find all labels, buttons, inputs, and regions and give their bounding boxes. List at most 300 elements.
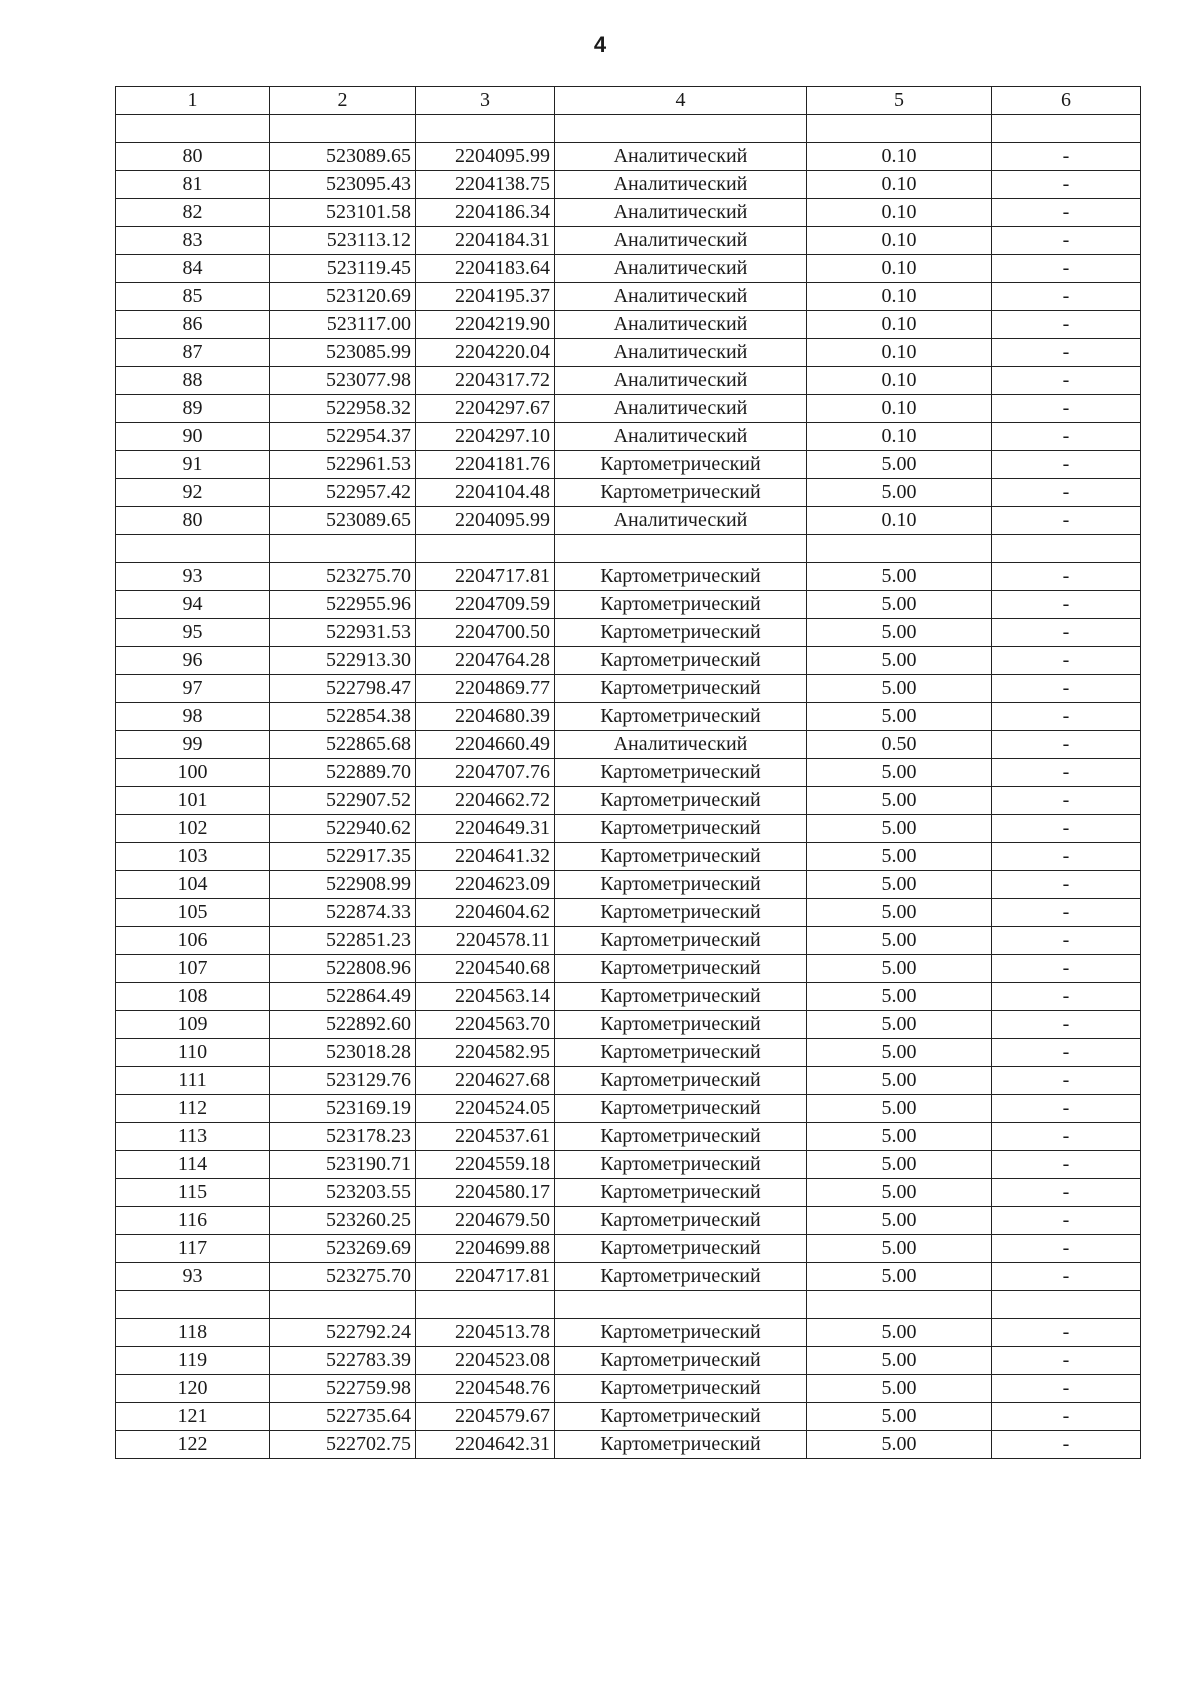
method-cell: Картометрический	[555, 815, 807, 843]
method-cell: Картометрический	[555, 591, 807, 619]
x-coordinate-cell	[270, 1291, 416, 1319]
table-row	[116, 1431, 1141, 1459]
y-coordinate-cell: 2204524.05	[416, 1095, 555, 1123]
method-cell: Картометрический	[555, 1067, 807, 1095]
point-number-cell: 98	[116, 703, 270, 731]
accuracy-cell: 5.00	[807, 647, 992, 675]
note-cell: -	[992, 507, 1141, 535]
table-row	[116, 955, 1141, 983]
y-coordinate-cell	[416, 1291, 555, 1319]
note-cell: -	[992, 1431, 1141, 1459]
accuracy-cell: 0.10	[807, 507, 992, 535]
point-number-cell: 99	[116, 731, 270, 759]
note-cell: -	[992, 1235, 1141, 1263]
table-row	[116, 1375, 1141, 1403]
method-cell: Картометрический	[555, 1151, 807, 1179]
x-coordinate-cell: 523275.70	[270, 1263, 416, 1291]
note-cell: -	[992, 731, 1141, 759]
y-coordinate-cell: 2204104.48	[416, 479, 555, 507]
column-header: 5	[807, 87, 992, 115]
note-cell: -	[992, 1207, 1141, 1235]
note-cell: -	[992, 843, 1141, 871]
y-coordinate-cell: 2204563.14	[416, 983, 555, 1011]
table-body	[116, 115, 1141, 1459]
x-coordinate-cell: 522808.96	[270, 955, 416, 983]
accuracy-cell: 0.10	[807, 283, 992, 311]
accuracy-cell: 0.10	[807, 171, 992, 199]
accuracy-cell: 5.00	[807, 899, 992, 927]
table-row	[116, 1095, 1141, 1123]
point-number-cell: 105	[116, 899, 270, 927]
point-number-cell: 93	[116, 1263, 270, 1291]
y-coordinate-cell: 2204095.99	[416, 507, 555, 535]
point-number-cell: 115	[116, 1179, 270, 1207]
x-coordinate-cell: 523260.25	[270, 1207, 416, 1235]
x-coordinate-cell: 523178.23	[270, 1123, 416, 1151]
method-cell: Аналитический	[555, 339, 807, 367]
point-number-cell: 91	[116, 451, 270, 479]
y-coordinate-cell: 2204717.81	[416, 1263, 555, 1291]
method-cell: Картометрический	[555, 563, 807, 591]
note-cell: -	[992, 1319, 1141, 1347]
accuracy-cell: 5.00	[807, 787, 992, 815]
method-cell: Картометрический	[555, 759, 807, 787]
accuracy-cell	[807, 535, 992, 563]
y-coordinate-cell: 2204559.18	[416, 1151, 555, 1179]
accuracy-cell: 0.10	[807, 395, 992, 423]
accuracy-cell	[807, 1291, 992, 1319]
y-coordinate-cell: 2204537.61	[416, 1123, 555, 1151]
note-cell: -	[992, 199, 1141, 227]
table-row	[116, 1011, 1141, 1039]
y-coordinate-cell: 2204297.67	[416, 395, 555, 423]
y-coordinate-cell: 2204869.77	[416, 675, 555, 703]
page-number: 4	[593, 32, 607, 57]
note-cell: -	[992, 367, 1141, 395]
method-cell: Аналитический	[555, 255, 807, 283]
x-coordinate-cell: 523275.70	[270, 563, 416, 591]
table-row	[116, 423, 1141, 451]
x-coordinate-cell	[270, 535, 416, 563]
y-coordinate-cell: 2204578.11	[416, 927, 555, 955]
accuracy-cell: 5.00	[807, 871, 992, 899]
y-coordinate-cell: 2204764.28	[416, 647, 555, 675]
note-cell: -	[992, 1179, 1141, 1207]
table-row	[116, 563, 1141, 591]
y-coordinate-cell: 2204095.99	[416, 143, 555, 171]
table-row	[116, 1039, 1141, 1067]
accuracy-cell: 0.10	[807, 367, 992, 395]
note-cell: -	[992, 1039, 1141, 1067]
method-cell	[555, 1291, 807, 1319]
table-row	[116, 1151, 1141, 1179]
y-coordinate-cell	[416, 115, 555, 143]
table-row	[116, 703, 1141, 731]
note-cell: -	[992, 899, 1141, 927]
note-cell: -	[992, 227, 1141, 255]
table-row	[116, 1291, 1141, 1319]
point-number-cell: 110	[116, 1039, 270, 1067]
accuracy-cell: 0.10	[807, 255, 992, 283]
y-coordinate-cell: 2204297.10	[416, 423, 555, 451]
point-number-cell: 88	[116, 367, 270, 395]
y-coordinate-cell: 2204317.72	[416, 367, 555, 395]
y-coordinate-cell: 2204680.39	[416, 703, 555, 731]
table-row	[116, 983, 1141, 1011]
accuracy-cell: 5.00	[807, 563, 992, 591]
accuracy-cell: 5.00	[807, 1151, 992, 1179]
method-cell: Картометрический	[555, 1319, 807, 1347]
column-header: 1	[116, 87, 270, 115]
note-cell: -	[992, 339, 1141, 367]
table-row	[116, 759, 1141, 787]
y-coordinate-cell: 2204649.31	[416, 815, 555, 843]
point-number-cell: 84	[116, 255, 270, 283]
accuracy-cell: 0.50	[807, 731, 992, 759]
accuracy-cell: 5.00	[807, 451, 992, 479]
y-coordinate-cell: 2204700.50	[416, 619, 555, 647]
method-cell: Картометрический	[555, 1179, 807, 1207]
note-cell: -	[992, 591, 1141, 619]
point-number-cell: 113	[116, 1123, 270, 1151]
accuracy-cell: 5.00	[807, 1039, 992, 1067]
method-cell: Картометрический	[555, 675, 807, 703]
point-number-cell: 89	[116, 395, 270, 423]
table-row	[116, 843, 1141, 871]
method-cell: Аналитический	[555, 367, 807, 395]
x-coordinate-cell: 523085.99	[270, 339, 416, 367]
note-cell: -	[992, 255, 1141, 283]
point-number-cell: 93	[116, 563, 270, 591]
accuracy-cell: 5.00	[807, 983, 992, 1011]
y-coordinate-cell: 2204642.31	[416, 1431, 555, 1459]
y-coordinate-cell: 2204579.67	[416, 1403, 555, 1431]
accuracy-cell: 5.00	[807, 927, 992, 955]
x-coordinate-cell: 523119.45	[270, 255, 416, 283]
method-cell: Аналитический	[555, 507, 807, 535]
point-number-cell: 111	[116, 1067, 270, 1095]
y-coordinate-cell: 2204181.76	[416, 451, 555, 479]
table-row	[116, 1179, 1141, 1207]
y-coordinate-cell: 2204184.31	[416, 227, 555, 255]
y-coordinate-cell: 2204138.75	[416, 171, 555, 199]
table-row	[116, 899, 1141, 927]
x-coordinate-cell: 523269.69	[270, 1235, 416, 1263]
accuracy-cell: 5.00	[807, 479, 992, 507]
x-coordinate-cell: 522954.37	[270, 423, 416, 451]
method-cell: Картометрический	[555, 451, 807, 479]
note-cell: -	[992, 143, 1141, 171]
accuracy-cell: 5.00	[807, 1347, 992, 1375]
point-number-cell: 102	[116, 815, 270, 843]
y-coordinate-cell: 2204627.68	[416, 1067, 555, 1095]
point-number-cell: 95	[116, 619, 270, 647]
column-header: 2	[270, 87, 416, 115]
method-cell: Картометрический	[555, 871, 807, 899]
accuracy-cell: 0.10	[807, 311, 992, 339]
x-coordinate-cell: 523095.43	[270, 171, 416, 199]
x-coordinate-cell: 522865.68	[270, 731, 416, 759]
method-cell: Картометрический	[555, 1403, 807, 1431]
y-coordinate-cell: 2204679.50	[416, 1207, 555, 1235]
y-coordinate-cell: 2204219.90	[416, 311, 555, 339]
y-coordinate-cell: 2204563.70	[416, 1011, 555, 1039]
y-coordinate-cell: 2204641.32	[416, 843, 555, 871]
y-coordinate-cell: 2204660.49	[416, 731, 555, 759]
note-cell	[992, 535, 1141, 563]
x-coordinate-cell: 522759.98	[270, 1375, 416, 1403]
x-coordinate-cell: 523077.98	[270, 367, 416, 395]
table-row	[116, 675, 1141, 703]
note-cell: -	[992, 171, 1141, 199]
accuracy-cell: 5.00	[807, 675, 992, 703]
table-row	[116, 451, 1141, 479]
table-row	[116, 507, 1141, 535]
x-coordinate-cell: 523113.12	[270, 227, 416, 255]
point-number-cell: 82	[116, 199, 270, 227]
note-cell: -	[992, 423, 1141, 451]
method-cell: Картометрический	[555, 1039, 807, 1067]
accuracy-cell: 5.00	[807, 1067, 992, 1095]
method-cell: Аналитический	[555, 171, 807, 199]
method-cell: Картометрический	[555, 843, 807, 871]
accuracy-cell: 5.00	[807, 1179, 992, 1207]
method-cell: Картометрический	[555, 899, 807, 927]
accuracy-cell: 5.00	[807, 843, 992, 871]
method-cell: Картометрический	[555, 703, 807, 731]
note-cell: -	[992, 311, 1141, 339]
note-cell: -	[992, 927, 1141, 955]
x-coordinate-cell: 522851.23	[270, 927, 416, 955]
y-coordinate-cell: 2204186.34	[416, 199, 555, 227]
accuracy-cell: 0.10	[807, 199, 992, 227]
table-row	[116, 815, 1141, 843]
x-coordinate-cell: 522864.49	[270, 983, 416, 1011]
method-cell: Картометрический	[555, 1235, 807, 1263]
note-cell: -	[992, 1347, 1141, 1375]
method-cell: Аналитический	[555, 199, 807, 227]
table-row	[116, 1123, 1141, 1151]
point-number-cell: 101	[116, 787, 270, 815]
point-number-cell: 114	[116, 1151, 270, 1179]
x-coordinate-cell: 522961.53	[270, 451, 416, 479]
y-coordinate-cell: 2204699.88	[416, 1235, 555, 1263]
note-cell: -	[992, 647, 1141, 675]
table-row	[116, 647, 1141, 675]
table-row	[116, 591, 1141, 619]
accuracy-cell: 5.00	[807, 703, 992, 731]
table-row	[116, 479, 1141, 507]
accuracy-cell: 5.00	[807, 1123, 992, 1151]
table-row	[116, 1347, 1141, 1375]
note-cell: -	[992, 1123, 1141, 1151]
point-number-cell: 104	[116, 871, 270, 899]
y-coordinate-cell: 2204580.17	[416, 1179, 555, 1207]
point-number-cell: 109	[116, 1011, 270, 1039]
note-cell: -	[992, 815, 1141, 843]
note-cell: -	[992, 395, 1141, 423]
x-coordinate-cell: 522931.53	[270, 619, 416, 647]
table-row	[116, 787, 1141, 815]
y-coordinate-cell: 2204540.68	[416, 955, 555, 983]
y-coordinate-cell: 2204548.76	[416, 1375, 555, 1403]
note-cell: -	[992, 451, 1141, 479]
note-cell: -	[992, 759, 1141, 787]
point-number-cell: 90	[116, 423, 270, 451]
point-number-cell: 94	[116, 591, 270, 619]
note-cell: -	[992, 703, 1141, 731]
column-header: 6	[992, 87, 1141, 115]
x-coordinate-cell: 522735.64	[270, 1403, 416, 1431]
method-cell: Картометрический	[555, 619, 807, 647]
x-coordinate-cell: 522957.42	[270, 479, 416, 507]
table-row	[116, 1235, 1141, 1263]
note-cell: -	[992, 1403, 1141, 1431]
x-coordinate-cell: 522958.32	[270, 395, 416, 423]
y-coordinate-cell: 2204709.59	[416, 591, 555, 619]
point-number-cell: 86	[116, 311, 270, 339]
x-coordinate-cell: 523018.28	[270, 1039, 416, 1067]
x-coordinate-cell: 523169.19	[270, 1095, 416, 1123]
accuracy-cell: 5.00	[807, 1431, 992, 1459]
x-coordinate-cell: 522798.47	[270, 675, 416, 703]
y-coordinate-cell: 2204513.78	[416, 1319, 555, 1347]
x-coordinate-cell: 522854.38	[270, 703, 416, 731]
y-coordinate-cell: 2204662.72	[416, 787, 555, 815]
y-coordinate-cell: 2204604.62	[416, 899, 555, 927]
x-coordinate-cell: 522792.24	[270, 1319, 416, 1347]
method-cell: Картометрический	[555, 1375, 807, 1403]
accuracy-cell: 5.00	[807, 1235, 992, 1263]
accuracy-cell: 5.00	[807, 1095, 992, 1123]
accuracy-cell: 0.10	[807, 143, 992, 171]
note-cell	[992, 115, 1141, 143]
point-number-cell: 120	[116, 1375, 270, 1403]
x-coordinate-cell: 522889.70	[270, 759, 416, 787]
x-coordinate-cell	[270, 115, 416, 143]
method-cell: Аналитический	[555, 423, 807, 451]
method-cell: Картометрический	[555, 1347, 807, 1375]
note-cell: -	[992, 983, 1141, 1011]
accuracy-cell: 5.00	[807, 1011, 992, 1039]
table-row	[116, 535, 1141, 563]
method-cell: Картометрический	[555, 927, 807, 955]
accuracy-cell: 5.00	[807, 1207, 992, 1235]
accuracy-cell: 5.00	[807, 1263, 992, 1291]
point-number-cell: 116	[116, 1207, 270, 1235]
y-coordinate-cell: 2204623.09	[416, 871, 555, 899]
table-row	[116, 871, 1141, 899]
note-cell: -	[992, 1011, 1141, 1039]
y-coordinate-cell: 2204220.04	[416, 339, 555, 367]
accuracy-cell: 0.10	[807, 423, 992, 451]
table-row	[116, 619, 1141, 647]
table-row	[116, 143, 1141, 171]
note-cell: -	[992, 619, 1141, 647]
accuracy-cell: 5.00	[807, 1319, 992, 1347]
table-row	[116, 255, 1141, 283]
point-number-cell: 107	[116, 955, 270, 983]
point-number-cell: 80	[116, 507, 270, 535]
method-cell: Аналитический	[555, 283, 807, 311]
accuracy-cell: 5.00	[807, 1403, 992, 1431]
note-cell: -	[992, 675, 1141, 703]
table-row	[116, 311, 1141, 339]
x-coordinate-cell: 523117.00	[270, 311, 416, 339]
y-coordinate-cell: 2204195.37	[416, 283, 555, 311]
method-cell: Картометрический	[555, 647, 807, 675]
x-coordinate-cell: 523129.76	[270, 1067, 416, 1095]
table-row	[116, 283, 1141, 311]
point-number-cell: 81	[116, 171, 270, 199]
note-cell: -	[992, 563, 1141, 591]
x-coordinate-cell: 523203.55	[270, 1179, 416, 1207]
method-cell: Аналитический	[555, 143, 807, 171]
accuracy-cell: 5.00	[807, 955, 992, 983]
x-coordinate-cell: 522955.96	[270, 591, 416, 619]
table-row	[116, 731, 1141, 759]
method-cell: Аналитический	[555, 731, 807, 759]
point-number-cell: 121	[116, 1403, 270, 1431]
method-cell: Картометрический	[555, 1123, 807, 1151]
method-cell: Картометрический	[555, 1207, 807, 1235]
point-number-cell: 118	[116, 1319, 270, 1347]
x-coordinate-cell: 523101.58	[270, 199, 416, 227]
column-header: 3	[416, 87, 555, 115]
method-cell	[555, 535, 807, 563]
note-cell: -	[992, 479, 1141, 507]
accuracy-cell: 5.00	[807, 591, 992, 619]
point-number-cell: 122	[116, 1431, 270, 1459]
x-coordinate-cell: 522907.52	[270, 787, 416, 815]
x-coordinate-cell: 522913.30	[270, 647, 416, 675]
point-number-cell: 96	[116, 647, 270, 675]
x-coordinate-cell: 522940.62	[270, 815, 416, 843]
method-cell: Картометрический	[555, 955, 807, 983]
x-coordinate-cell: 523089.65	[270, 143, 416, 171]
method-cell: Картометрический	[555, 1263, 807, 1291]
accuracy-cell: 5.00	[807, 759, 992, 787]
point-number-cell: 119	[116, 1347, 270, 1375]
accuracy-cell: 5.00	[807, 815, 992, 843]
point-number-cell: 117	[116, 1235, 270, 1263]
point-number-cell: 106	[116, 927, 270, 955]
table-row	[116, 1263, 1141, 1291]
note-cell: -	[992, 1263, 1141, 1291]
accuracy-cell: 0.10	[807, 227, 992, 255]
table-row	[116, 199, 1141, 227]
table-row	[116, 227, 1141, 255]
point-number-cell: 103	[116, 843, 270, 871]
method-cell: Аналитический	[555, 395, 807, 423]
method-cell: Аналитический	[555, 311, 807, 339]
table-row	[116, 339, 1141, 367]
method-cell: Картометрический	[555, 479, 807, 507]
point-number-cell: 112	[116, 1095, 270, 1123]
x-coordinate-cell: 523190.71	[270, 1151, 416, 1179]
x-coordinate-cell: 522908.99	[270, 871, 416, 899]
accuracy-cell: 0.10	[807, 339, 992, 367]
point-number-cell: 80	[116, 143, 270, 171]
point-number-cell: 87	[116, 339, 270, 367]
x-coordinate-cell: 522892.60	[270, 1011, 416, 1039]
accuracy-cell: 5.00	[807, 619, 992, 647]
y-coordinate-cell: 2204523.08	[416, 1347, 555, 1375]
x-coordinate-cell: 522702.75	[270, 1431, 416, 1459]
table-row	[116, 395, 1141, 423]
point-number-cell	[116, 115, 270, 143]
table-row	[116, 1403, 1141, 1431]
